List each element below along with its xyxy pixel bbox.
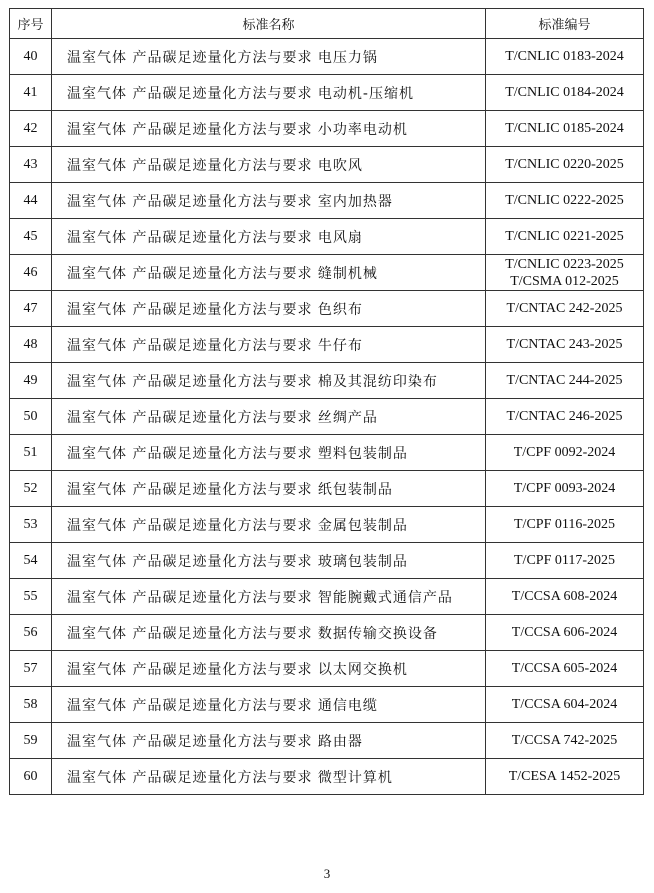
row-serial-number: 53 — [10, 507, 52, 543]
row-serial-number: 43 — [10, 147, 52, 183]
row-standard-code — [486, 111, 644, 147]
row-serial-number: 41 — [10, 75, 52, 111]
table-row — [10, 183, 644, 219]
table-body — [10, 39, 644, 795]
row-serial-number: 54 — [10, 543, 52, 579]
row-serial-number: 57 — [10, 651, 52, 687]
row-serial-number: 44 — [10, 183, 52, 219]
standard-code-text: T/CNLIC 0220-2025 — [505, 156, 624, 172]
row-standard-code — [486, 615, 644, 651]
standard-code-text: T/CNLIC 0221-2025 — [505, 228, 624, 244]
row-serial-number: 47 — [10, 291, 52, 327]
standard-code-text: T/CNLIC 0185-2024 — [505, 120, 624, 136]
table-header-row — [10, 9, 644, 39]
table-row — [10, 579, 644, 615]
table-row — [10, 687, 644, 723]
row-standard-name: 温室气体 产品碳足迹量化方法与要求 智能腕戴式通信产品 — [52, 579, 486, 615]
row-serial-number: 50 — [10, 399, 52, 435]
standard-code-text: T/CNLIC 0222-2025 — [505, 192, 624, 208]
row-standard-name: 温室气体 产品碳足迹量化方法与要求 数据传输交换设备 — [52, 615, 486, 651]
row-standard-code — [486, 147, 644, 183]
row-standard-code — [486, 507, 644, 543]
row-serial-number: 42 — [10, 111, 52, 147]
standard-code-text: T/CESA 1452-2025 — [508, 768, 621, 784]
row-standard-name: 温室气体 产品碳足迹量化方法与要求 牛仔布 — [52, 327, 486, 363]
table-row — [10, 363, 644, 399]
row-standard-code — [486, 687, 644, 723]
table-row — [10, 543, 644, 579]
row-standard-code — [486, 219, 644, 255]
table-row — [10, 219, 644, 255]
row-standard-code — [486, 363, 644, 399]
row-serial-number: 45 — [10, 219, 52, 255]
standards-table — [9, 8, 644, 795]
row-standard-code — [486, 183, 644, 219]
row-serial-number: 49 — [10, 363, 52, 399]
row-serial-number: 60 — [10, 759, 52, 795]
row-standard-name: 温室气体 产品碳足迹量化方法与要求 色织布 — [52, 291, 486, 327]
standard-code-text: T/CNTAC 243-2025 — [506, 336, 623, 352]
standard-code-text: T/CCSA 605-2024 — [511, 660, 618, 676]
row-standard-code — [486, 255, 644, 291]
standard-code-text: T/CCSA 608-2024 — [511, 588, 618, 604]
row-serial-number: 40 — [10, 39, 52, 75]
standard-code-text: T/CCSA 604-2024 — [511, 696, 618, 712]
row-standard-code — [486, 435, 644, 471]
row-standard-code — [486, 39, 644, 75]
standard-code-text: T/CNLIC 0183-2024 — [505, 48, 624, 64]
table-row — [10, 651, 644, 687]
header-standard-code: 标准编号 — [486, 9, 644, 39]
row-standard-name: 温室气体 产品碳足迹量化方法与要求 通信电缆 — [52, 687, 486, 723]
row-standard-name: 温室气体 产品碳足迹量化方法与要求 电风扇 — [52, 219, 486, 255]
standard-code-text: T/CNLIC 0223-2025 — [505, 256, 624, 272]
header-standard-name: 标准名称 — [52, 9, 486, 39]
row-standard-name: 温室气体 产品碳足迹量化方法与要求 塑料包装制品 — [52, 435, 486, 471]
row-standard-name: 温室气体 产品碳足迹量化方法与要求 纸包装制品 — [52, 471, 486, 507]
row-serial-number: 51 — [10, 435, 52, 471]
standard-code-text: T/CSMA 012-2025 — [510, 273, 619, 289]
page-number: 3 — [323, 866, 331, 881]
row-standard-name: 温室气体 产品碳足迹量化方法与要求 电动机-压缩机 — [52, 75, 486, 111]
row-serial-number: 52 — [10, 471, 52, 507]
row-standard-code — [486, 651, 644, 687]
row-standard-name: 温室气体 产品碳足迹量化方法与要求 小功率电动机 — [52, 111, 486, 147]
row-standard-code — [486, 399, 644, 435]
row-standard-code — [486, 579, 644, 615]
row-standard-name: 温室气体 产品碳足迹量化方法与要求 丝绸产品 — [52, 399, 486, 435]
standard-code-text: T/CNTAC 244-2025 — [506, 372, 623, 388]
row-standard-code — [486, 759, 644, 795]
row-standard-name: 温室气体 产品碳足迹量化方法与要求 以太网交换机 — [52, 651, 486, 687]
table-row — [10, 615, 644, 651]
standard-code-text: T/CNLIC 0184-2024 — [505, 84, 624, 100]
row-standard-code — [486, 291, 644, 327]
row-serial-number: 55 — [10, 579, 52, 615]
row-serial-number: 46 — [10, 255, 52, 291]
row-serial-number: 48 — [10, 327, 52, 363]
table-row — [10, 507, 644, 543]
standard-code-text: T/CPF 0117-2025 — [514, 552, 615, 568]
row-standard-code — [486, 471, 644, 507]
table-row — [10, 291, 644, 327]
row-serial-number: 59 — [10, 723, 52, 759]
row-standard-name: 温室气体 产品碳足迹量化方法与要求 缝制机械 — [52, 255, 486, 291]
standard-code-text: T/CPF 0116-2025 — [514, 516, 615, 532]
row-standard-name: 温室气体 产品碳足迹量化方法与要求 路由器 — [52, 723, 486, 759]
table-row — [10, 147, 644, 183]
header-serial-number: 序号 — [10, 9, 52, 39]
table-row — [10, 399, 644, 435]
row-standard-code — [486, 75, 644, 111]
row-standard-code — [486, 327, 644, 363]
standard-code-text: T/CCSA 742-2025 — [511, 732, 618, 748]
table-row — [10, 327, 644, 363]
table-row — [10, 759, 644, 795]
row-standard-name: 温室气体 产品碳足迹量化方法与要求 玻璃包装制品 — [52, 543, 486, 579]
row-standard-name: 温室气体 产品碳足迹量化方法与要求 电压力锅 — [52, 39, 486, 75]
row-standard-code — [486, 543, 644, 579]
row-standard-name: 温室气体 产品碳足迹量化方法与要求 棉及其混纺印染布 — [52, 363, 486, 399]
standard-code-text: T/CNTAC 242-2025 — [506, 300, 623, 316]
standard-code-text: T/CNTAC 246-2025 — [506, 408, 623, 424]
standard-code-text: T/CPF 0093-2024 — [513, 480, 616, 496]
table-row — [10, 723, 644, 759]
table-row — [10, 75, 644, 111]
row-standard-name: 温室气体 产品碳足迹量化方法与要求 室内加热器 — [52, 183, 486, 219]
table-row — [10, 111, 644, 147]
row-standard-name: 温室气体 产品碳足迹量化方法与要求 微型计算机 — [52, 759, 486, 795]
table-row — [10, 471, 644, 507]
table-row — [10, 435, 644, 471]
standard-code-text: T/CPF 0092-2024 — [513, 444, 616, 460]
row-standard-name: 温室气体 产品碳足迹量化方法与要求 电吹风 — [52, 147, 486, 183]
row-standard-code — [486, 723, 644, 759]
row-serial-number: 58 — [10, 687, 52, 723]
standard-code-text: T/CCSA 606-2024 — [511, 624, 618, 640]
table-row — [10, 39, 644, 75]
row-standard-name: 温室气体 产品碳足迹量化方法与要求 金属包装制品 — [52, 507, 486, 543]
row-serial-number: 56 — [10, 615, 52, 651]
table-row — [10, 255, 644, 291]
